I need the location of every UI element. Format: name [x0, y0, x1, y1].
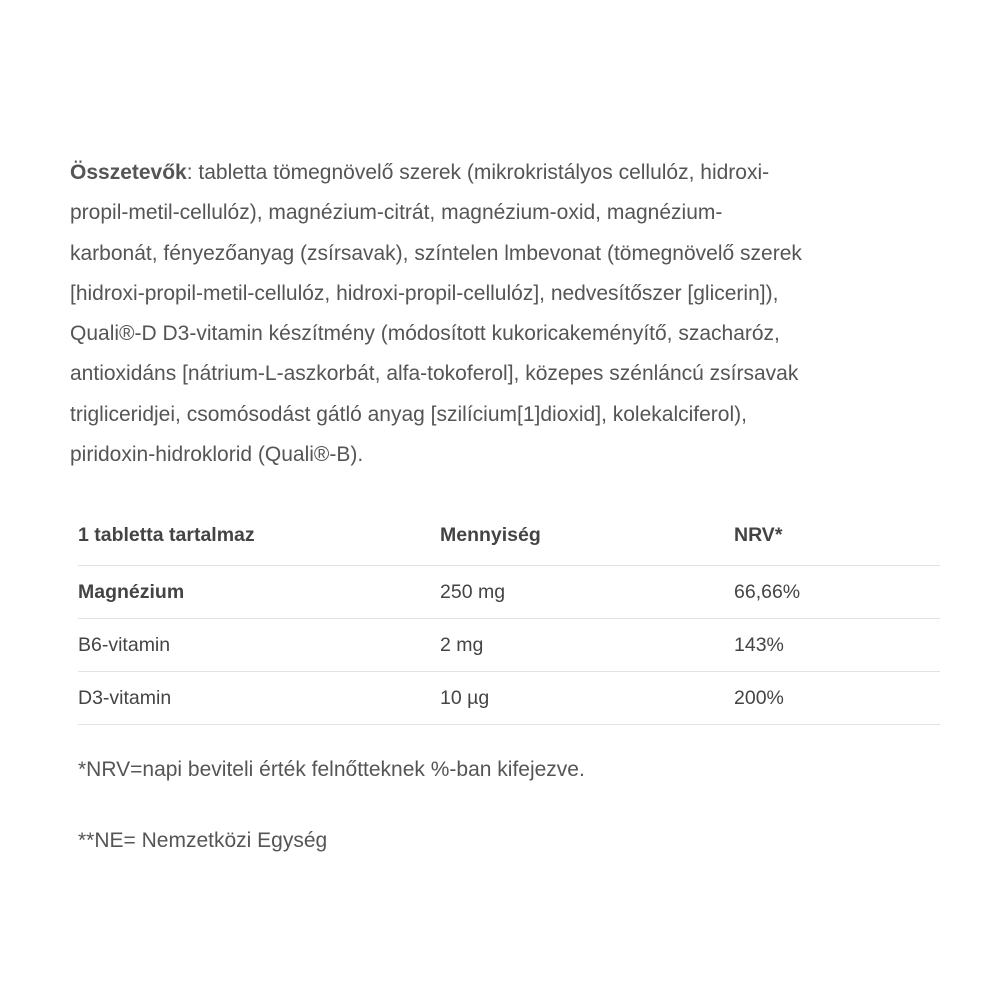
ingredients-paragraph — [70, 153, 940, 475]
nutrient-nrv: 200% — [734, 672, 940, 725]
ne-footnote: **NE= Nemzetközi Egység — [78, 829, 328, 853]
table-row — [78, 566, 940, 619]
product-details — [70, 153, 940, 853]
nutrient-amount: 2 mg — [440, 619, 734, 672]
table-header-row — [78, 505, 940, 566]
header-amount: Mennyiség — [440, 505, 734, 566]
ingredients-label: Összetevők — [70, 161, 187, 184]
nutrient-nrv: 66,66% — [734, 566, 940, 619]
header-content: 1 tabletta tartalmaz — [78, 505, 440, 566]
nutrient-name: B6-vitamin — [78, 619, 440, 672]
nutrient-amount: 10 µg — [440, 672, 734, 725]
nrv-footnote: *NRV=napi beviteli érték felnőtteknek %-ban kifejezve. — [78, 758, 585, 782]
nutrient-name: Magnézium — [78, 566, 440, 619]
header-nrv: NRV* — [734, 505, 940, 566]
nutrient-amount: 250 mg — [440, 566, 734, 619]
ingredients-text: : tabletta tömegnövelő szerek (mikrokristályos cellulóz, hidroxi- propil-metil-cellulóz), magnézium-citrát, magnézium-oxid, magnézium- karbonát, fényezőanyag (zsírsavak), színtelen lmbevonat (tömegnövelő szerek [hidroxi-propil-metil-cellulóz, hidroxi-propil-cellulóz], nedvesítőszer [glicerin]), Quali®-D D3-vitamin készítmény (módosított kukoricakeményítő, szacharóz, antioxidáns [nátrium-L-aszkorbát, alfa-tokoferol], közepes szénláncú zsírsavak trigliceridjei, csomósodást gátló anyag [szilícium[1]dioxid], kolekalciferol), piridoxin-hidroklorid (Quali®-B). — [70, 161, 802, 467]
nutrient-name: D3-vitamin — [78, 672, 440, 725]
table-row — [78, 619, 940, 672]
nutrient-nrv: 143% — [734, 619, 940, 672]
nutrient-table — [78, 505, 940, 725]
table-row — [78, 672, 940, 725]
